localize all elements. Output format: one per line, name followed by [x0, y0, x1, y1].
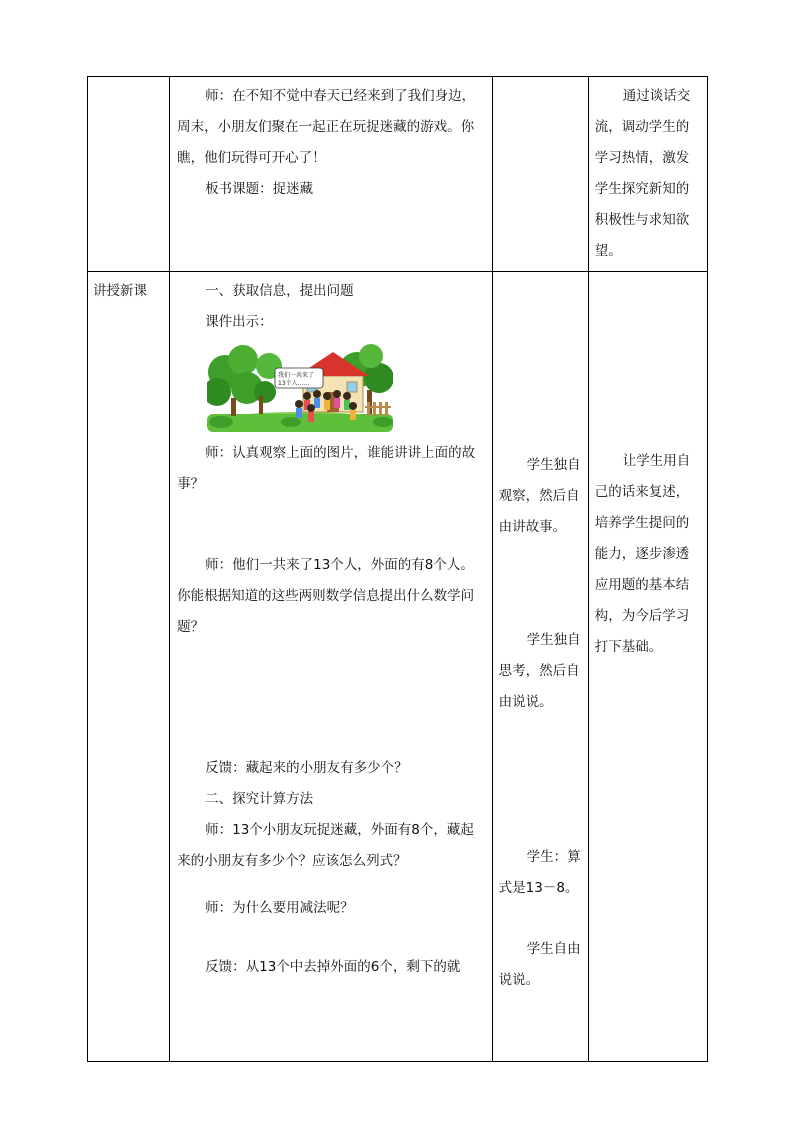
design-intent-cell — [588, 77, 707, 272]
section-title: 二、探究计算方法 — [205, 791, 314, 807]
teacher-activity-cell — [170, 77, 493, 272]
teacher-question-2: 师：他们一共来了13个人，外面的有8个人。你能根据知道的这些两则数学信息提出什么数学问题？ — [177, 557, 475, 635]
stage-label: 讲授新课 — [93, 283, 147, 299]
new-lesson-row — [88, 272, 708, 1062]
feedback-2: 反馈：从13个中去掉外面的6个，剩下的就 — [205, 959, 461, 975]
design-intent-cell — [588, 272, 707, 1062]
student-activity-cell — [492, 272, 588, 1062]
courseware-label: 课件出示： — [205, 314, 273, 330]
student-act-3: 学生：算式是13－8。 — [498, 849, 581, 896]
student-act-1: 学生独自观察，然后自由讲故事。 — [498, 457, 581, 535]
design-intent-text: 让学生用自己的话来复述，培养学生提问的能力，逐步渗透应用题的基本结构，为今后学习打下基础。 — [594, 453, 691, 655]
board-title: 板书课题：捉迷藏 — [205, 181, 314, 197]
design-intent-text: 通过谈话交流，调动学生的学习热情，激发学生探究新知的积极性与求知欲望。 — [594, 88, 691, 259]
intro-row — [88, 77, 708, 272]
teacher-question-3: 师：13个小朋友玩捉迷藏，外面有8个，藏起来的小朋友有多少个？应该怎么列式？ — [177, 822, 474, 869]
student-act-2: 学生独自思考，然后自由说说。 — [498, 632, 581, 710]
speech-line-1: 我们一共来了 — [278, 372, 315, 379]
teacher-question-1: 师：认真观察上面的图片，谁能讲讲上面的故事？ — [177, 445, 476, 492]
student-act-4: 学生自由说说。 — [498, 941, 581, 988]
section-title: 一、获取信息，提出问题 — [205, 283, 354, 299]
lesson-plan-table — [87, 76, 708, 1062]
hide-and-seek-illustration — [207, 342, 393, 432]
feedback-1: 反馈：藏起来的小朋友有多少个？ — [205, 760, 408, 776]
teacher-question-4: 师：为什么要用减法呢？ — [205, 900, 354, 916]
stage-cell — [88, 272, 170, 1062]
student-activity-cell-empty — [492, 77, 588, 272]
teacher-activity-cell — [170, 272, 493, 1062]
stage-cell-empty — [88, 77, 170, 272]
teacher-line: 师：在不知不觉中春天已经来到了我们身边，周末，小朋友们聚在一起正在玩捉迷藏的游戏。你瞧，他们玩得可开心了！ — [177, 88, 476, 166]
speech-line-2: 13个人…… — [278, 380, 310, 387]
